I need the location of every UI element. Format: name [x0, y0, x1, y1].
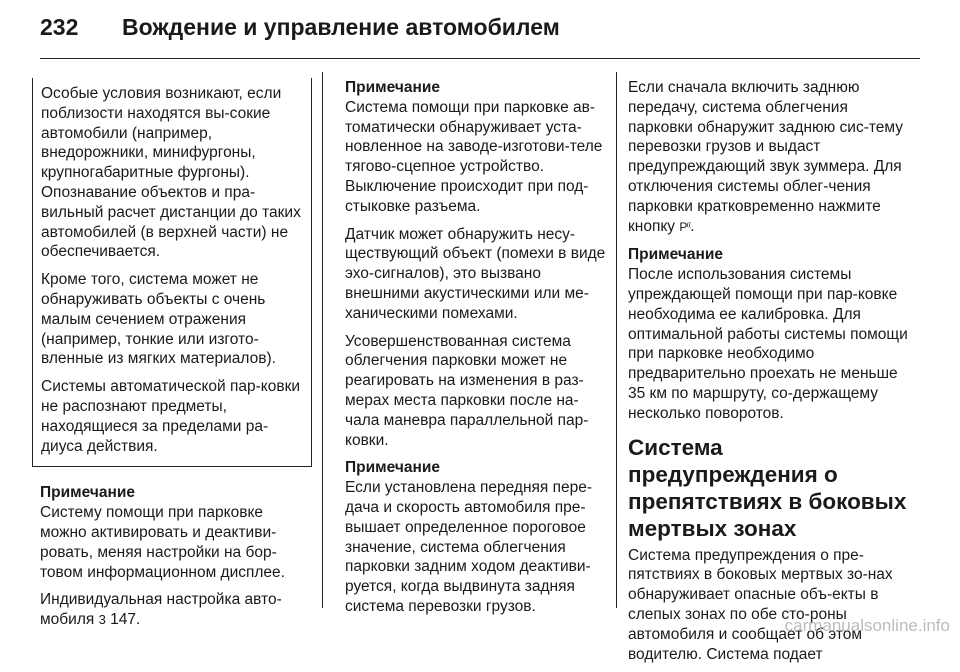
column-divider-right [616, 72, 617, 608]
page-number: 232 [40, 14, 79, 40]
paragraph-rear-carrier [628, 78, 910, 237]
warning-paragraph: Системы автоматической пар-ковки не распознают предметы, находящиеся за пределами ра-диуса действия. [41, 378, 301, 455]
column-left [40, 78, 302, 638]
paragraph: Система предупреждения о пре-пятствиях в боковых мертвых зо-нах обнаруживает опасные объ-екты в слепых зонах по обе сто-роны автомобиля и сообщает об этом водителю. Система подает [628, 546, 893, 663]
paragraph: Усовершенствованная система облегчения парковки может не реагировать на изменения в раз-мерах места парковки после на-чала маневра параллельной пар-ковки. [345, 332, 589, 449]
warning-paragraph: Особые условия возникают, если поблизости находятся вы-сокие автомобили (например, внедорожники, минифургоны, крупногабаритные фургоны). Опознавание объектов и пра-вильный расчет дистанции до таких автомобилей (в верхней части) не обеспечивается. [41, 85, 301, 261]
note-text: После использования системы упреждающей помощи при пар-ковке необходима ее калибровка. Для оптимальной работы системы помощи при парковке необходимо предварительно проехать не меньше 35 км по маршруту, со-держащему несколько поворотов. [628, 266, 908, 422]
paragraph: Датчик может обнаружить несу-ществующий объект (помехи в виде эхо-сигналов), это вызвано внешними акустическими или ме-ханическими помехами. [345, 225, 606, 322]
parking-assist-button-icon: P⁽⁽ [679, 219, 691, 234]
note-text: Если установлена передняя пере-дача и скорость автомобиля пре-вышает определенное пороговое значение, система облегчения парковки задним ходом деактиви-руется, когда выдвинута задняя система перевозки грузов. [345, 479, 593, 615]
column-middle [345, 78, 607, 625]
note [40, 483, 302, 582]
watermark: carmanualsonline.info [784, 616, 950, 635]
column-divider-left [322, 72, 323, 608]
note-text: Систему помощи при парковке можно активировать и деактиви-ровать, меняя настройки на бор-товом информационном дисплее. [40, 504, 285, 581]
warning-paragraph: Кроме того, система может не обнаруживать объекты с очень малым сечением отражения (например, тонкие или изгото-вленные из мягких материалов). [41, 271, 276, 368]
header-rule [40, 58, 920, 59]
page-header [40, 14, 920, 50]
note-title: Примечание [345, 79, 440, 96]
paragraph-end: . [690, 217, 695, 235]
page-title: Вождение и управление автомобилем [122, 14, 560, 40]
paragraph-individual-settings [40, 590, 302, 630]
column-right [628, 78, 910, 672]
page-reference[interactable]: 147. [110, 611, 141, 629]
warning-box [32, 78, 312, 467]
note-title: Примечание [628, 246, 723, 264]
note-text: Система помощи при парковке ав-томатически обнаруживает уста-новленное на заводе-изготови-теле тягово-сцепное устройство. Выключение происходит при под-стыковке разъема. [345, 98, 603, 215]
page-reference-arrow-icon: 3 [98, 612, 106, 628]
paragraph-text: Если сначала включить заднюю передачу, система облегчения парковки обнаружит заднюю сис-тему перевозки грузов и выдаст предупреждающий звук зуммера. Для отключения системы облег-чения парковки кратковременно нажмите кнопку [628, 79, 904, 235]
note-title: Примечание [40, 484, 135, 502]
individual-settings-text: Индивидуальная настройка авто-мобиля [40, 591, 282, 629]
note-title: Примечание [345, 459, 440, 477]
section-heading: Система предупреждения о препятствиях в боковых мертвых зонах [628, 434, 907, 541]
